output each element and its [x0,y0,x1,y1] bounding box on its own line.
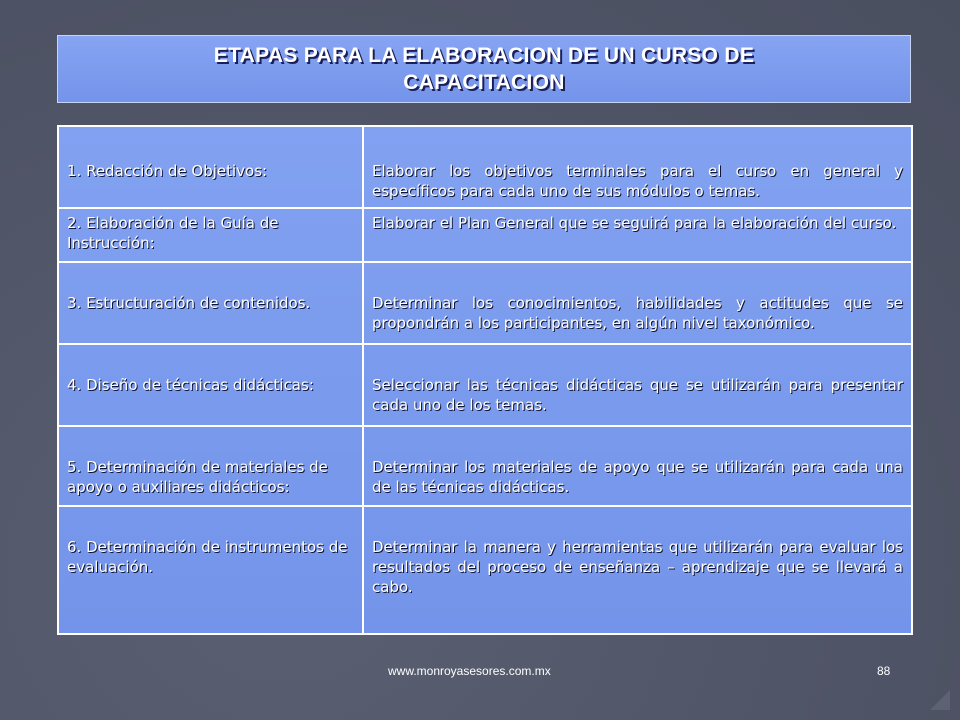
stage-description: Elaborar los objetivos terminales para el curso en general y específicos para cada uno de sus módulos o temas. [363,126,912,208]
stage-description: Determinar los conocimientos, habilidades y actitudes que se propondrán a los participantes, en algún nivel taxonómico. [363,262,912,344]
stage-name: 4. Diseño de técnicas didácticas: [58,344,363,426]
table-row [58,506,912,634]
stage-name: 1. Redacción de Objetivos: [58,126,363,208]
title-banner [57,35,911,103]
slide-title: ETAPAS PARA LA ELABORACION DE UN CURSO DE CAPACITACION [213,44,755,94]
page-number: 88 [877,664,891,678]
table-row [58,262,912,344]
table-row [58,208,912,262]
stage-name: 3. Estructuración de contenidos. [58,262,363,344]
stage-name: 2. Elaboración de la Guía de Instrucción: [58,208,363,262]
stage-name: 6. Determinación de instrumentos de evaluación. [58,506,363,634]
corner-triangle-decoration [930,690,950,710]
stage-description: Determinar los materiales de apoyo que se utilizarán para cada una de las técnicas didácticas. [363,426,912,506]
stage-description: Seleccionar las técnicas didácticas que se utilizarán para presentar cada uno de los temas. [363,344,912,426]
stage-description: Elaborar el Plan General que se seguirá para la elaboración del curso. [363,208,912,262]
table-row [58,426,912,506]
stage-name: 5. Determinación de materiales de apoyo o auxiliares didácticos: [58,426,363,506]
stage-description: Determinar la manera y herramientas que utilizarán para evaluar los resultados del proceso de enseñanza – aprendizaje que se llevará a cabo. [363,506,912,634]
footer-url: www.monroyasesores.com.mx [388,664,551,678]
table-row [58,126,912,208]
table-row [58,344,912,426]
stages-table [57,125,913,635]
